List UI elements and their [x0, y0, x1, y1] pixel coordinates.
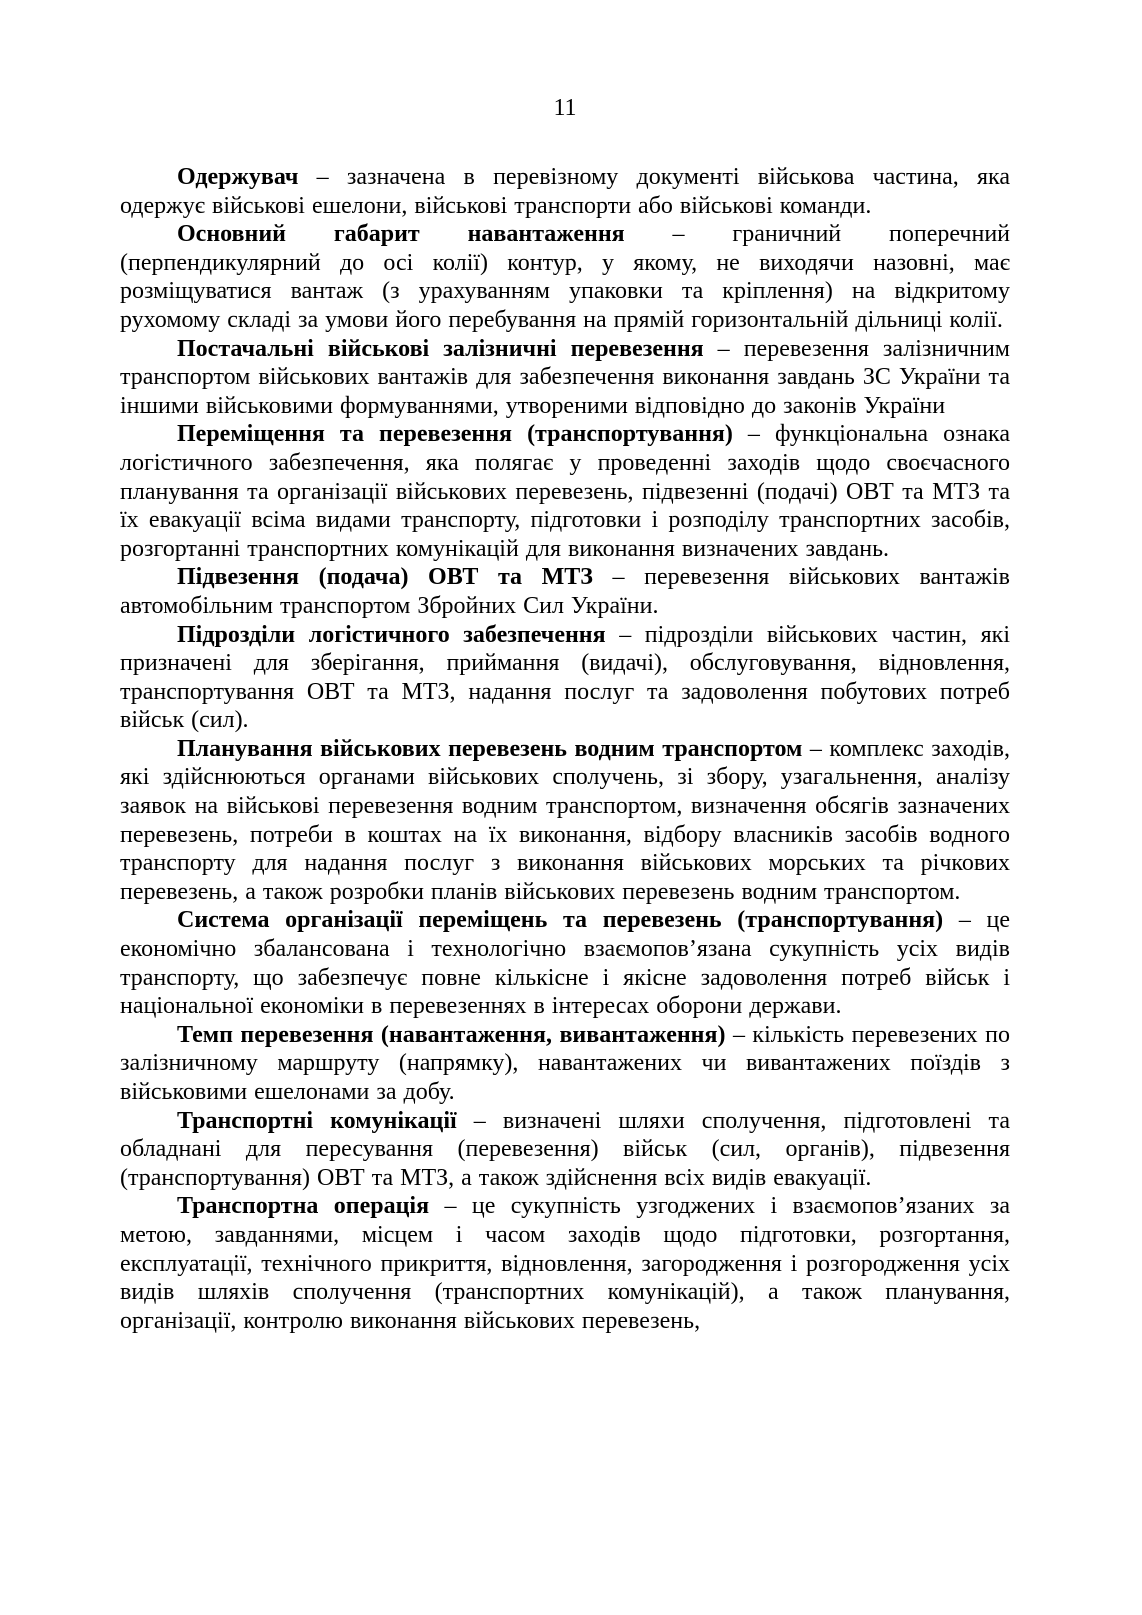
- term-text: Одержувач: [177, 164, 299, 190]
- definition-text: – визначені шляхи сполучення, підготовлені та обладнані для пересування (перевезення) військ (сил, органів), підвезення (транспортування) ОВТ та МТЗ, а також здійснення всіх видів евакуації.: [120, 1107, 1010, 1191]
- term-text: Основний габарит навантаження: [177, 221, 625, 248]
- term-text: Постачальні військові залізничні перевезення: [177, 335, 704, 362]
- definition-text: – комплекс заходів, які здійснюються органами військових сполучень, зі збору, узагальнення, аналізу заявок на військові перевезення водним транспортом, визначення обсягів зазначених перевезень, потреби в коштах на їх виконання, відбору власників засобів водного транспорту для надання послуг з виконання військових морських та річкових перевезень, а також розробки планів військових перевезень водним транспортом.: [120, 735, 1011, 905]
- definition-paragraph: [120, 163, 1010, 220]
- term-text: Темп перевезення (навантаження, вивантаження): [177, 1021, 726, 1048]
- term-text: Переміщення та перевезення (транспортування): [177, 421, 733, 448]
- definition-text: – перевезення військових вантажів автомобільним транспортом Збройних Сил України.: [120, 564, 1010, 619]
- definition-paragraph: [120, 1192, 1010, 1335]
- definition-paragraph: [120, 621, 1010, 735]
- definition-text: – це економічно збалансована і технологічно взаємопов’язана сукупність усіх видів транспорту, що забезпечує повне кількісне і якісне задоволення потреб військ і національної економіки в перевезеннях в інтересах оборони держави.: [120, 907, 1010, 1020]
- definition-paragraph: [120, 1021, 1010, 1107]
- definition-text: – перевезення залізничним транспортом військових вантажів для забезпечення виконання завдань ЗС України та іншими військовими формуваннями, утвореними відповідно до законів України: [120, 335, 1010, 419]
- definition-paragraph: [120, 220, 1010, 334]
- term-text: Транспортні комунікації: [177, 1107, 457, 1134]
- definition-text: – кількість перевезених по залізничному маршруту (напрямку), навантажених чи вивантажених поїздів з військовими ешелонами за добу.: [120, 1021, 1010, 1105]
- definition-paragraph: [120, 1107, 1010, 1193]
- definition-paragraph: [120, 420, 1010, 563]
- definition-paragraph: [120, 563, 1010, 620]
- definition-paragraph: [120, 335, 1010, 421]
- definition-paragraph: [120, 906, 1010, 1020]
- page-number: 11: [553, 95, 577, 121]
- definition-paragraph: [120, 735, 1010, 907]
- definition-text: – це сукупність узгоджених і взаємопов’язаних за метою, завданнями, місцем і часом заходів щодо підготовки, розгортання, експлуатації, технічного прикриття, відновлення, загородження і розгородження усіх видів шляхів сполучення (транспортних комунікацій), а також планування, організації, контролю виконання військових перевезень,: [120, 1193, 1010, 1334]
- definition-text: – зазначена в перевізному документі військова частина, яка одержує військові ешелони, військові транспорти або військові команди.: [120, 164, 1010, 219]
- term-text: Система організації переміщень та перевезень (транспортування): [177, 907, 944, 934]
- term-text: Підвезення (подача) ОВТ та МТЗ: [177, 564, 593, 591]
- term-text: Підрозділи логістичного забезпечення: [177, 621, 606, 648]
- definition-text: – підрозділи військових частин, які призначені для зберігання, приймання (видачі), обслуговування, відновлення, транспортування ОВТ та МТЗ, надання послуг та задоволення побутових потреб військ (сил).: [120, 621, 1011, 734]
- term-text: Транспортна операція: [177, 1193, 430, 1220]
- definition-text: – функціональна ознака логістичного забезпечення, яка полягає у проведенні заходів щодо своєчасного планування та організації військових перевезень, підвезенні (подачі) ОВТ та МТЗ та їх евакуації всіма видами транспорту, підготовки і розподілу транспортних засобів, розгортанні транспортних комунікацій для виконання визначених завдань.: [120, 421, 1010, 562]
- definition-text: – граничний поперечний (перпендикулярний до осі колії) контур, у якому, не виходячи назовні, має розміщуватися вантаж (з урахуванням упаковки та кріплення) на відкритому рухомому складі за умови його перебування на прямій горизонтальній дільниці колії.: [120, 221, 1011, 333]
- term-text: Планування військових перевезень водним транспортом: [177, 735, 803, 762]
- page-body: [120, 163, 1010, 1335]
